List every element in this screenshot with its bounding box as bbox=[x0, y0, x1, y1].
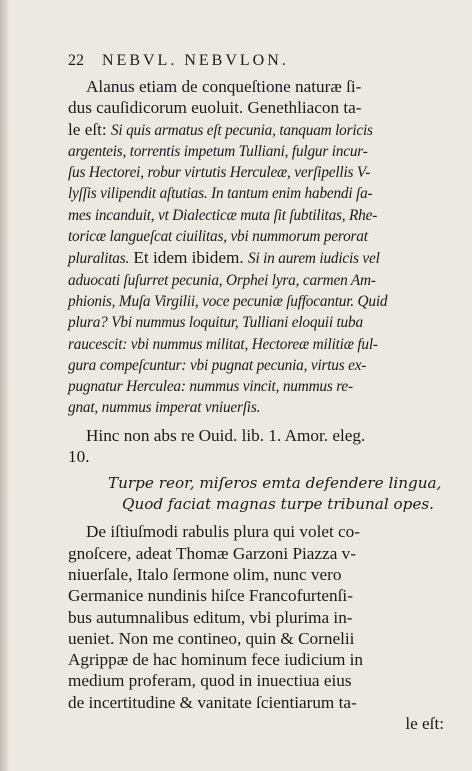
text-run: Et idem ibidem. bbox=[129, 248, 248, 268]
text-line: Hinc non abs re Ouid. lib. 1. Amor. eleg. bbox=[86, 425, 366, 445]
italic-quote-line: ſus Hectorei, robur virtutis Herculeæ, verſipellis V- bbox=[68, 164, 371, 182]
text-line bbox=[68, 247, 444, 269]
italic-quote-line: argenteis, torrentis impetum Tulliani, fulgur incur- bbox=[68, 142, 368, 160]
italic-quote-line: lyſſis vilipendit aſtutias. In tantum enim habendi ſa- bbox=[68, 185, 373, 203]
paragraph-ovid bbox=[68, 425, 444, 468]
italic-quote-line: pugnatur Herculea: nummus vincit, nummus re- bbox=[68, 378, 353, 396]
page-number: 22 bbox=[68, 52, 84, 69]
paragraph-alanus bbox=[68, 76, 444, 419]
running-title: NEBVL. NEBVLON. bbox=[102, 52, 289, 69]
verse-line: Quod faciat magnas turpe tribunal opes. bbox=[122, 495, 434, 514]
italic-quote: Si in aurem iudicis vel bbox=[248, 250, 380, 268]
text-run: le eſt: bbox=[68, 119, 111, 139]
page-header bbox=[68, 52, 444, 70]
verse-line: Turpe reor, miſeros emta defendere lingua, bbox=[108, 474, 442, 493]
italic-quote: pluralitas. bbox=[68, 250, 130, 268]
italic-quote: Si quis armatus eſt pecunia, tanquam loricis bbox=[110, 121, 373, 139]
paragraph-garzoni bbox=[68, 521, 444, 734]
text-line: bus autumnalibus editum, vbi plurima in- bbox=[68, 607, 353, 627]
text-line: Germanice nundinis hiſce Francofurtenſi- bbox=[68, 586, 353, 606]
ovid-verse bbox=[68, 473, 444, 515]
text-line: niuerſale, Italo ſermone olim, nunc vero bbox=[68, 564, 342, 584]
text-line bbox=[68, 119, 444, 141]
text-line: le eſt: bbox=[405, 714, 444, 734]
italic-quote-line: toricæ langueſcat ciuilitas, vbi nummorum perorat bbox=[68, 228, 368, 246]
text-line: Agrippæ de hac hominum fece iudicium in bbox=[68, 650, 363, 670]
italic-quote-line: raucescit: vbi nummus militat, Hectoreæ militiæ ful- bbox=[68, 335, 378, 353]
text-line: 10. bbox=[68, 447, 90, 467]
text-line: ueniet. Non me contineo, quin & Cornelii bbox=[68, 628, 355, 648]
italic-quote-line: gnat, nummus imperat vniuerſis. bbox=[68, 399, 261, 417]
text-line: de incertitudine & vanitate ſcientiarum ta- bbox=[68, 692, 357, 712]
text-line: dus cauſidicorum euoluit. Genethliacon ta- bbox=[68, 98, 362, 118]
italic-quote-line: gura compeſcuntur: vbi pugnat pecunia, virtus ex- bbox=[68, 356, 367, 374]
text-line: medium proferam, quod in inuectiua eius bbox=[68, 671, 352, 691]
text-line: Alanus etiam de conqueſtione naturæ ſi- bbox=[86, 77, 362, 96]
italic-quote-line: aduocati ſuſurret pecunia, Orphei lyra, carmen Am- bbox=[68, 271, 376, 289]
italic-quote-line: phionis, Muſa Virgilii, voce pecuniæ ſuffocantur. Quid bbox=[68, 292, 388, 310]
text-line: gnoſcere, adeat Thomæ Garzoni Piazza v- bbox=[68, 543, 356, 563]
italic-quote-line: plura? Vbi nummus loquitur, Tulliani eloquii tuba bbox=[68, 314, 363, 332]
italic-quote-line: mes incanduit, vt Dialecticæ muta ſit ſubtilitas, Rhe- bbox=[68, 206, 378, 224]
text-line: De iſtiuſmodi rabulis plura qui volet co- bbox=[86, 522, 360, 542]
